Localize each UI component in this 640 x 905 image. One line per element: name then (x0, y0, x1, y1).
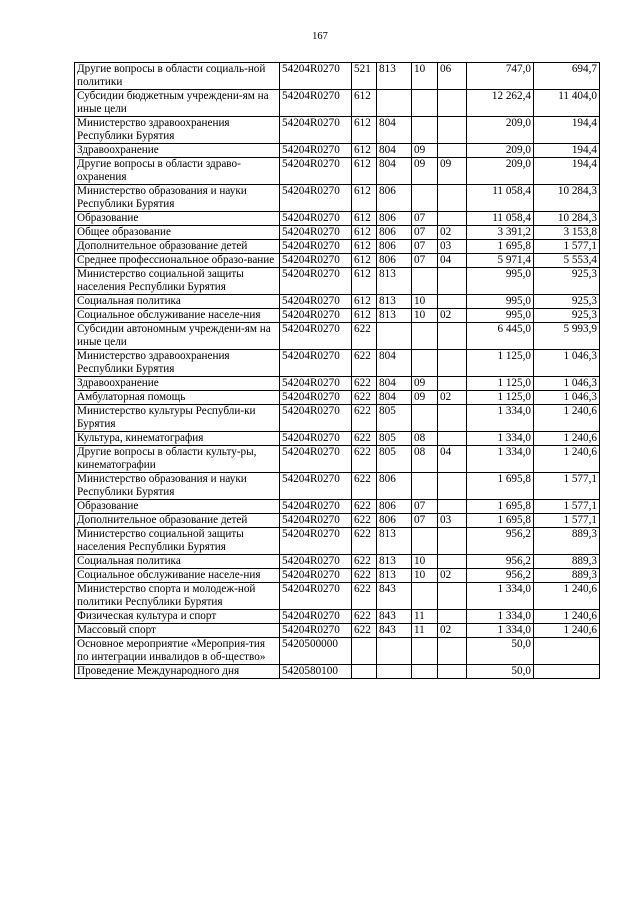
cell-subsection (438, 185, 467, 212)
cell-ministry-code: 806 (377, 500, 412, 514)
cell-amount-2: 1 577,1 (534, 473, 600, 500)
cell-expense-type: 622 (352, 391, 377, 405)
table-row (75, 350, 600, 377)
cell-subsection (438, 144, 467, 158)
cell-name: Общее образование (75, 226, 280, 240)
cell-ministry-code: 804 (377, 144, 412, 158)
cell-section (412, 583, 438, 610)
table-row (75, 323, 600, 350)
cell-ministry-code: 813 (377, 268, 412, 295)
cell-section: 07 (412, 500, 438, 514)
cell-name: Здравоохранение (75, 144, 280, 158)
cell-code: 54204R0270 (280, 569, 352, 583)
cell-name: Министерство культуры Республи-ки Бурятия (75, 405, 280, 432)
cell-code: 54204R0270 (280, 295, 352, 309)
cell-code: 54204R0270 (280, 583, 352, 610)
cell-amount-2: 11 404,0 (534, 90, 600, 117)
cell-code: 54204R0270 (280, 473, 352, 500)
cell-amount-1: 1 695,8 (467, 473, 534, 500)
cell-section: 11 (412, 610, 438, 624)
cell-code: 54204R0270 (280, 158, 352, 185)
cell-section: 10 (412, 569, 438, 583)
cell-amount-2: 1 046,3 (534, 350, 600, 377)
cell-amount-2: 889,3 (534, 528, 600, 555)
cell-section: 09 (412, 391, 438, 405)
cell-expense-type: 622 (352, 446, 377, 473)
cell-ministry-code (377, 90, 412, 117)
cell-code: 54204R0270 (280, 63, 352, 90)
cell-amount-1: 209,0 (467, 158, 534, 185)
table-row (75, 185, 600, 212)
cell-expense-type: 622 (352, 377, 377, 391)
cell-amount-2: 1 046,3 (534, 391, 600, 405)
cell-section (412, 323, 438, 350)
cell-section: 10 (412, 309, 438, 323)
cell-amount-2: 1 577,1 (534, 500, 600, 514)
cell-amount-2: 925,3 (534, 268, 600, 295)
cell-name: Дополнительное образование детей (75, 240, 280, 254)
cell-name: Образование (75, 212, 280, 226)
table-row (75, 295, 600, 309)
cell-subsection (438, 377, 467, 391)
cell-subsection (438, 212, 467, 226)
cell-code: 54204R0270 (280, 323, 352, 350)
cell-ministry-code: 804 (377, 350, 412, 377)
table-row (75, 665, 600, 679)
cell-expense-type: 612 (352, 309, 377, 323)
table-row (75, 254, 600, 268)
cell-section: 07 (412, 212, 438, 226)
cell-expense-type (352, 638, 377, 665)
cell-section (412, 185, 438, 212)
table-row (75, 63, 600, 90)
cell-name: Амбулаторная помощь (75, 391, 280, 405)
cell-subsection (438, 350, 467, 377)
cell-subsection (438, 610, 467, 624)
cell-expense-type: 612 (352, 185, 377, 212)
cell-subsection (438, 117, 467, 144)
cell-amount-1: 1 695,8 (467, 500, 534, 514)
cell-code: 54204R0270 (280, 350, 352, 377)
cell-ministry-code: 806 (377, 212, 412, 226)
cell-amount-1: 1 334,0 (467, 446, 534, 473)
page-number: 167 (312, 31, 328, 42)
cell-expense-type: 612 (352, 117, 377, 144)
cell-section: 08 (412, 446, 438, 473)
cell-ministry-code: 843 (377, 583, 412, 610)
table-row (75, 555, 600, 569)
cell-amount-1: 1 334,0 (467, 624, 534, 638)
cell-expense-type: 612 (352, 254, 377, 268)
cell-subsection: 09 (438, 158, 467, 185)
cell-ministry-code (377, 665, 412, 679)
cell-expense-type: 622 (352, 555, 377, 569)
cell-amount-2: 1 240,6 (534, 624, 600, 638)
cell-amount-2: 194,4 (534, 144, 600, 158)
cell-code: 54204R0270 (280, 446, 352, 473)
cell-name: Другие вопросы в области культу-ры, кинематографии (75, 446, 280, 473)
cell-expense-type: 612 (352, 158, 377, 185)
cell-section: 09 (412, 144, 438, 158)
cell-amount-2: 889,3 (534, 555, 600, 569)
cell-amount-2: 194,4 (534, 117, 600, 144)
table-row (75, 240, 600, 254)
cell-ministry-code: 804 (377, 158, 412, 185)
cell-amount-2 (534, 638, 600, 665)
cell-expense-type: 622 (352, 569, 377, 583)
table-row (75, 117, 600, 144)
cell-amount-2: 5 993,9 (534, 323, 600, 350)
cell-subsection: 02 (438, 309, 467, 323)
cell-code: 54204R0270 (280, 309, 352, 323)
cell-expense-type: 622 (352, 500, 377, 514)
cell-name: Министерство образования и науки Республики Бурятия (75, 185, 280, 212)
cell-name: Министерство социальной защиты населения Республики Бурятия (75, 528, 280, 555)
cell-code: 54204R0270 (280, 555, 352, 569)
table-row (75, 624, 600, 638)
cell-code: 54204R0270 (280, 624, 352, 638)
cell-subsection: 03 (438, 514, 467, 528)
cell-ministry-code: 813 (377, 295, 412, 309)
cell-ministry-code: 806 (377, 226, 412, 240)
cell-amount-1: 6 445,0 (467, 323, 534, 350)
cell-section: 10 (412, 63, 438, 90)
cell-amount-1: 11 058,4 (467, 212, 534, 226)
table-row (75, 268, 600, 295)
cell-code: 54204R0270 (280, 514, 352, 528)
cell-amount-1: 1 334,0 (467, 610, 534, 624)
cell-amount-1: 1 695,8 (467, 514, 534, 528)
cell-ministry-code: 806 (377, 514, 412, 528)
cell-name: Министерство спорта и молодеж-ной политики Республики Бурятия (75, 583, 280, 610)
cell-code: 54204R0270 (280, 117, 352, 144)
cell-name: Другие вопросы в области здраво-охранения (75, 158, 280, 185)
cell-expense-type: 622 (352, 350, 377, 377)
budget-table (74, 62, 600, 679)
cell-expense-type: 622 (352, 528, 377, 555)
cell-code: 54204R0270 (280, 185, 352, 212)
cell-ministry-code: 805 (377, 446, 412, 473)
cell-amount-2: 925,3 (534, 309, 600, 323)
cell-name: Массовый спорт (75, 624, 280, 638)
cell-code: 54204R0270 (280, 240, 352, 254)
cell-amount-1: 12 262,4 (467, 90, 534, 117)
table-body (75, 63, 600, 679)
table-row (75, 446, 600, 473)
cell-subsection (438, 323, 467, 350)
table-row (75, 158, 600, 185)
cell-ministry-code: 813 (377, 63, 412, 90)
cell-subsection (438, 90, 467, 117)
cell-section (412, 665, 438, 679)
cell-ministry-code: 804 (377, 117, 412, 144)
cell-subsection (438, 295, 467, 309)
cell-amount-2: 1 577,1 (534, 514, 600, 528)
cell-expense-type (352, 665, 377, 679)
cell-subsection (438, 405, 467, 432)
table-row (75, 610, 600, 624)
cell-subsection: 04 (438, 254, 467, 268)
cell-name: Другие вопросы в области социаль-ной политики (75, 63, 280, 90)
table-row (75, 144, 600, 158)
cell-section (412, 528, 438, 555)
cell-expense-type: 622 (352, 624, 377, 638)
table-row (75, 212, 600, 226)
cell-section (412, 117, 438, 144)
cell-amount-1: 956,2 (467, 528, 534, 555)
table-row (75, 309, 600, 323)
cell-amount-2 (534, 665, 600, 679)
cell-ministry-code: 843 (377, 610, 412, 624)
table-row (75, 583, 600, 610)
cell-name: Социальное обслуживание населе-ния (75, 309, 280, 323)
cell-code: 54204R0270 (280, 90, 352, 117)
cell-expense-type: 612 (352, 226, 377, 240)
cell-name: Субсидии бюджетным учреждени-ям на иные цели (75, 90, 280, 117)
cell-amount-1: 747,0 (467, 63, 534, 90)
cell-ministry-code (377, 638, 412, 665)
cell-subsection: 06 (438, 63, 467, 90)
cell-amount-1: 11 058,4 (467, 185, 534, 212)
cell-amount-2: 1 240,6 (534, 432, 600, 446)
cell-subsection (438, 268, 467, 295)
cell-name: Среднее профессиональное образо-вание (75, 254, 280, 268)
cell-expense-type: 612 (352, 90, 377, 117)
cell-subsection: 02 (438, 226, 467, 240)
cell-amount-2: 1 577,1 (534, 240, 600, 254)
cell-amount-1: 995,0 (467, 268, 534, 295)
cell-code: 54204R0270 (280, 268, 352, 295)
cell-section: 10 (412, 295, 438, 309)
cell-section: 09 (412, 158, 438, 185)
cell-subsection: 03 (438, 240, 467, 254)
cell-amount-1: 995,0 (467, 309, 534, 323)
cell-ministry-code: 806 (377, 473, 412, 500)
cell-code: 54204R0270 (280, 391, 352, 405)
table-row (75, 226, 600, 240)
cell-subsection (438, 432, 467, 446)
cell-code: 54204R0270 (280, 405, 352, 432)
cell-section: 07 (412, 514, 438, 528)
cell-amount-1: 1 334,0 (467, 583, 534, 610)
cell-section: 07 (412, 226, 438, 240)
table-row (75, 432, 600, 446)
cell-section (412, 473, 438, 500)
cell-name: Министерство социальной защиты населения Республики Бурятия (75, 268, 280, 295)
table-row (75, 514, 600, 528)
cell-section: 09 (412, 377, 438, 391)
cell-ministry-code: 804 (377, 377, 412, 391)
cell-ministry-code: 813 (377, 555, 412, 569)
cell-expense-type: 622 (352, 583, 377, 610)
cell-code: 54204R0270 (280, 610, 352, 624)
table-row (75, 500, 600, 514)
cell-amount-2: 3 153,8 (534, 226, 600, 240)
cell-name: Дополнительное образование детей (75, 514, 280, 528)
cell-expense-type: 612 (352, 268, 377, 295)
cell-code: 54204R0270 (280, 432, 352, 446)
table-row (75, 377, 600, 391)
cell-amount-1: 209,0 (467, 117, 534, 144)
cell-amount-1: 5 971,4 (467, 254, 534, 268)
cell-code: 54204R0270 (280, 144, 352, 158)
table-row (75, 391, 600, 405)
cell-subsection: 02 (438, 391, 467, 405)
table-row (75, 638, 600, 665)
cell-name: Министерство образования и науки Республики Бурятия (75, 473, 280, 500)
cell-ministry-code: 805 (377, 405, 412, 432)
cell-amount-2: 1 046,3 (534, 377, 600, 391)
cell-ministry-code: 813 (377, 309, 412, 323)
cell-amount-1: 1 334,0 (467, 432, 534, 446)
cell-amount-1: 995,0 (467, 295, 534, 309)
cell-name: Социальная политика (75, 555, 280, 569)
cell-section: 11 (412, 624, 438, 638)
cell-subsection: 02 (438, 624, 467, 638)
cell-amount-1: 50,0 (467, 665, 534, 679)
cell-expense-type: 612 (352, 144, 377, 158)
cell-expense-type: 622 (352, 323, 377, 350)
cell-amount-1: 956,2 (467, 555, 534, 569)
cell-name: Культура, кинематография (75, 432, 280, 446)
table-row (75, 528, 600, 555)
cell-amount-2: 1 240,6 (534, 583, 600, 610)
cell-expense-type: 622 (352, 610, 377, 624)
cell-expense-type: 612 (352, 295, 377, 309)
cell-section (412, 268, 438, 295)
cell-expense-type: 521 (352, 63, 377, 90)
cell-amount-2: 10 284,3 (534, 185, 600, 212)
cell-amount-2: 1 240,6 (534, 446, 600, 473)
cell-amount-2: 5 553,4 (534, 254, 600, 268)
cell-name: Здравоохранение (75, 377, 280, 391)
cell-amount-2: 925,3 (534, 295, 600, 309)
cell-subsection: 04 (438, 446, 467, 473)
cell-code: 54204R0270 (280, 377, 352, 391)
cell-expense-type: 612 (352, 212, 377, 226)
cell-amount-2: 194,4 (534, 158, 600, 185)
cell-code: 54204R0270 (280, 254, 352, 268)
cell-ministry-code (377, 323, 412, 350)
cell-amount-2: 889,3 (534, 569, 600, 583)
table-row (75, 473, 600, 500)
cell-code: 5420580100 (280, 665, 352, 679)
cell-subsection (438, 665, 467, 679)
table-row (75, 90, 600, 117)
cell-amount-2: 1 240,6 (534, 610, 600, 624)
cell-amount-2: 694,7 (534, 63, 600, 90)
cell-name: Министерство здравоохранения Республики Бурятия (75, 117, 280, 144)
cell-code: 54204R0270 (280, 528, 352, 555)
cell-ministry-code: 805 (377, 432, 412, 446)
table-row (75, 569, 600, 583)
cell-name: Социальное обслуживание населе-ния (75, 569, 280, 583)
cell-name: Физическая культура и спорт (75, 610, 280, 624)
cell-amount-2: 1 240,6 (534, 405, 600, 432)
cell-amount-1: 50,0 (467, 638, 534, 665)
cell-section (412, 90, 438, 117)
cell-subsection (438, 583, 467, 610)
cell-code: 54204R0270 (280, 212, 352, 226)
cell-subsection (438, 638, 467, 665)
cell-section: 08 (412, 432, 438, 446)
cell-name: Субсидии автономным учреждени-ям на иные цели (75, 323, 280, 350)
table-row (75, 405, 600, 432)
cell-name: Образование (75, 500, 280, 514)
cell-amount-2: 10 284,3 (534, 212, 600, 226)
cell-amount-1: 3 391,2 (467, 226, 534, 240)
cell-section (412, 638, 438, 665)
cell-section: 07 (412, 254, 438, 268)
cell-subsection: 02 (438, 569, 467, 583)
cell-expense-type: 612 (352, 240, 377, 254)
cell-subsection (438, 500, 467, 514)
cell-ministry-code: 843 (377, 624, 412, 638)
cell-section (412, 350, 438, 377)
cell-expense-type: 622 (352, 473, 377, 500)
cell-amount-1: 1 125,0 (467, 391, 534, 405)
cell-subsection (438, 555, 467, 569)
cell-expense-type: 622 (352, 514, 377, 528)
cell-amount-1: 209,0 (467, 144, 534, 158)
cell-amount-1: 1 695,8 (467, 240, 534, 254)
cell-subsection (438, 528, 467, 555)
cell-name: Министерство здравоохранения Республики Бурятия (75, 350, 280, 377)
cell-subsection (438, 473, 467, 500)
cell-code: 5420500000 (280, 638, 352, 665)
cell-section: 10 (412, 555, 438, 569)
cell-ministry-code: 813 (377, 569, 412, 583)
cell-section: 07 (412, 240, 438, 254)
cell-amount-1: 1 125,0 (467, 350, 534, 377)
cell-code: 54204R0270 (280, 500, 352, 514)
cell-section (412, 405, 438, 432)
cell-expense-type: 622 (352, 432, 377, 446)
cell-ministry-code: 806 (377, 240, 412, 254)
cell-ministry-code: 806 (377, 254, 412, 268)
cell-ministry-code: 804 (377, 391, 412, 405)
cell-ministry-code: 813 (377, 528, 412, 555)
cell-amount-1: 1 334,0 (467, 405, 534, 432)
cell-amount-1: 956,2 (467, 569, 534, 583)
cell-ministry-code: 806 (377, 185, 412, 212)
cell-name: Основное мероприятие «Мероприя-тия по интеграции инвалидов в об-щество» (75, 638, 280, 665)
cell-name: Проведение Международного дня (75, 665, 280, 679)
cell-name: Социальная политика (75, 295, 280, 309)
cell-code: 54204R0270 (280, 226, 352, 240)
cell-expense-type: 622 (352, 405, 377, 432)
cell-amount-1: 1 125,0 (467, 377, 534, 391)
